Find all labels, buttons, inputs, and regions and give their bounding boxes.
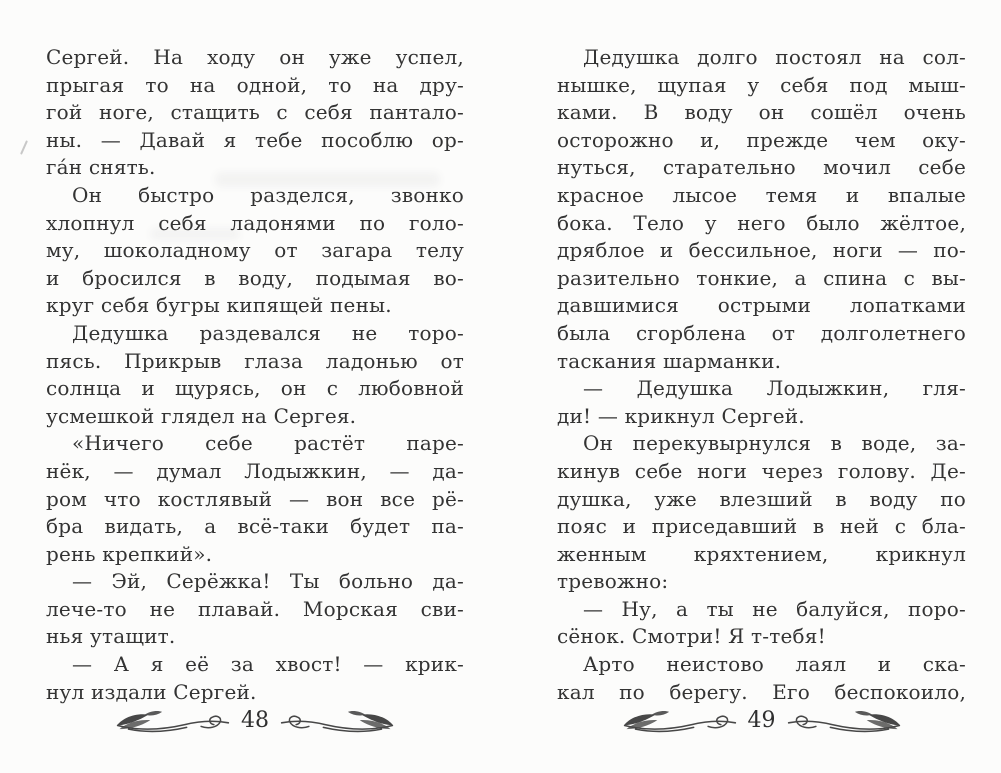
text-line: хлопнул себя ладонями по голо- [46, 210, 464, 235]
text-line: гой ноге, стащить с себя пантало- [46, 100, 464, 125]
page-left-footer [46, 698, 464, 744]
text-line: нул издали Сергей. [46, 679, 257, 704]
text-line: красное лысое темя и впалые [557, 182, 966, 207]
text-line: прыгая то на одной, то на дру- [46, 72, 464, 97]
text-line: женным кряхтением, крикнул [557, 541, 966, 566]
text-line: лече-то не плавай. Морская сви- [46, 596, 464, 621]
text-line: душка, уже влезший в воду по [557, 486, 966, 511]
text-line: — А я её за хвост! — крик- [72, 652, 464, 677]
text-line: солнца и щурясь, он с любовной [46, 376, 464, 401]
footer-flourish-icon [785, 708, 903, 734]
page-number-right: 49 [747, 708, 776, 733]
page-number-left: 48 [241, 708, 269, 733]
text-line: круг себя бугры кипящей пены. [46, 293, 392, 318]
text-line: дряблое и бессильное, ноги — по- [557, 238, 966, 263]
text-line: му, шоколадному от загара телу [46, 238, 464, 263]
text-line: ди! — крикнул Сергей. [557, 403, 805, 428]
text-line: Дедушка долго постоял на сол- [583, 45, 966, 69]
text-line: ны. — Давай я тебе пособлю ор- [46, 127, 464, 152]
text-line: Сергей. На ходу он уже успел, [46, 45, 464, 69]
text-line: пясь. Прикрыв глаза ладонью от [46, 348, 464, 373]
text-line: разительно тонкие, а спина с вы- [557, 265, 966, 290]
footer-flourish-icon [278, 708, 396, 734]
text-line: «Ничего себе растёт паре- [72, 431, 464, 456]
text-line: — Ну, а ты не балуйся, поро- [583, 596, 966, 621]
text-line: нуться, старательно мочил себе [557, 155, 966, 180]
scan-scratch-artifact [20, 140, 28, 155]
page-left-text-column [46, 44, 464, 706]
text-line: усмешкой глядел на Сергея. [46, 403, 357, 428]
text-line: тревожно: [557, 569, 669, 594]
text-line: пояс и приседавший в ней с бла- [557, 514, 966, 539]
text-line: бока. Тело у него было жёлтое, [557, 210, 966, 235]
text-line: Дедушка раздевался не торо- [72, 320, 464, 345]
text-line: и бросился в воду, подымая во- [46, 265, 464, 290]
text-line: — Дедушка Лодыжкин, гля- [583, 376, 966, 401]
text-line: нышке, щупая у себя под мыш- [557, 72, 966, 97]
text-line: осторожно и, прежде чем оку- [557, 127, 966, 152]
text-line: давшимися острыми лопатками [557, 293, 966, 318]
text-line: га́н снять. [46, 155, 156, 180]
footer-flourish-icon [621, 708, 739, 734]
text-line: нья утащит. [46, 624, 176, 649]
text-line: ром что костлявый — вон все рё- [46, 486, 464, 511]
text-line: кал по берегу. Его беспокоило, [557, 679, 966, 704]
text-line: была сгорблена от долголетнего [557, 320, 966, 345]
text-line: таскания шарманки. [557, 348, 782, 373]
page-right-text-column [557, 44, 966, 706]
text-line: Он перекувырнулся в воде, за- [583, 431, 966, 456]
text-line: Арто неистово лаял и ска- [583, 652, 966, 677]
text-line: ками. В воду он сошёл очень [557, 100, 966, 125]
text-line: бра видать, а всё-таки будет па- [46, 514, 464, 539]
text-line: Он быстро разделся, звонко [72, 182, 464, 207]
text-line: кинув себе ноги через голову. Де- [557, 458, 966, 483]
text-line: — Эй, Серёжка! Ты больно да- [72, 569, 464, 594]
text-line: рень крепкий». [46, 541, 213, 566]
page-right-footer [557, 698, 966, 744]
text-line: нёк, — думал Лодыжкин, — да- [46, 458, 464, 483]
text-line: сёнок. Смотри! Я т-тебя! [557, 624, 826, 649]
footer-flourish-icon [114, 708, 232, 734]
